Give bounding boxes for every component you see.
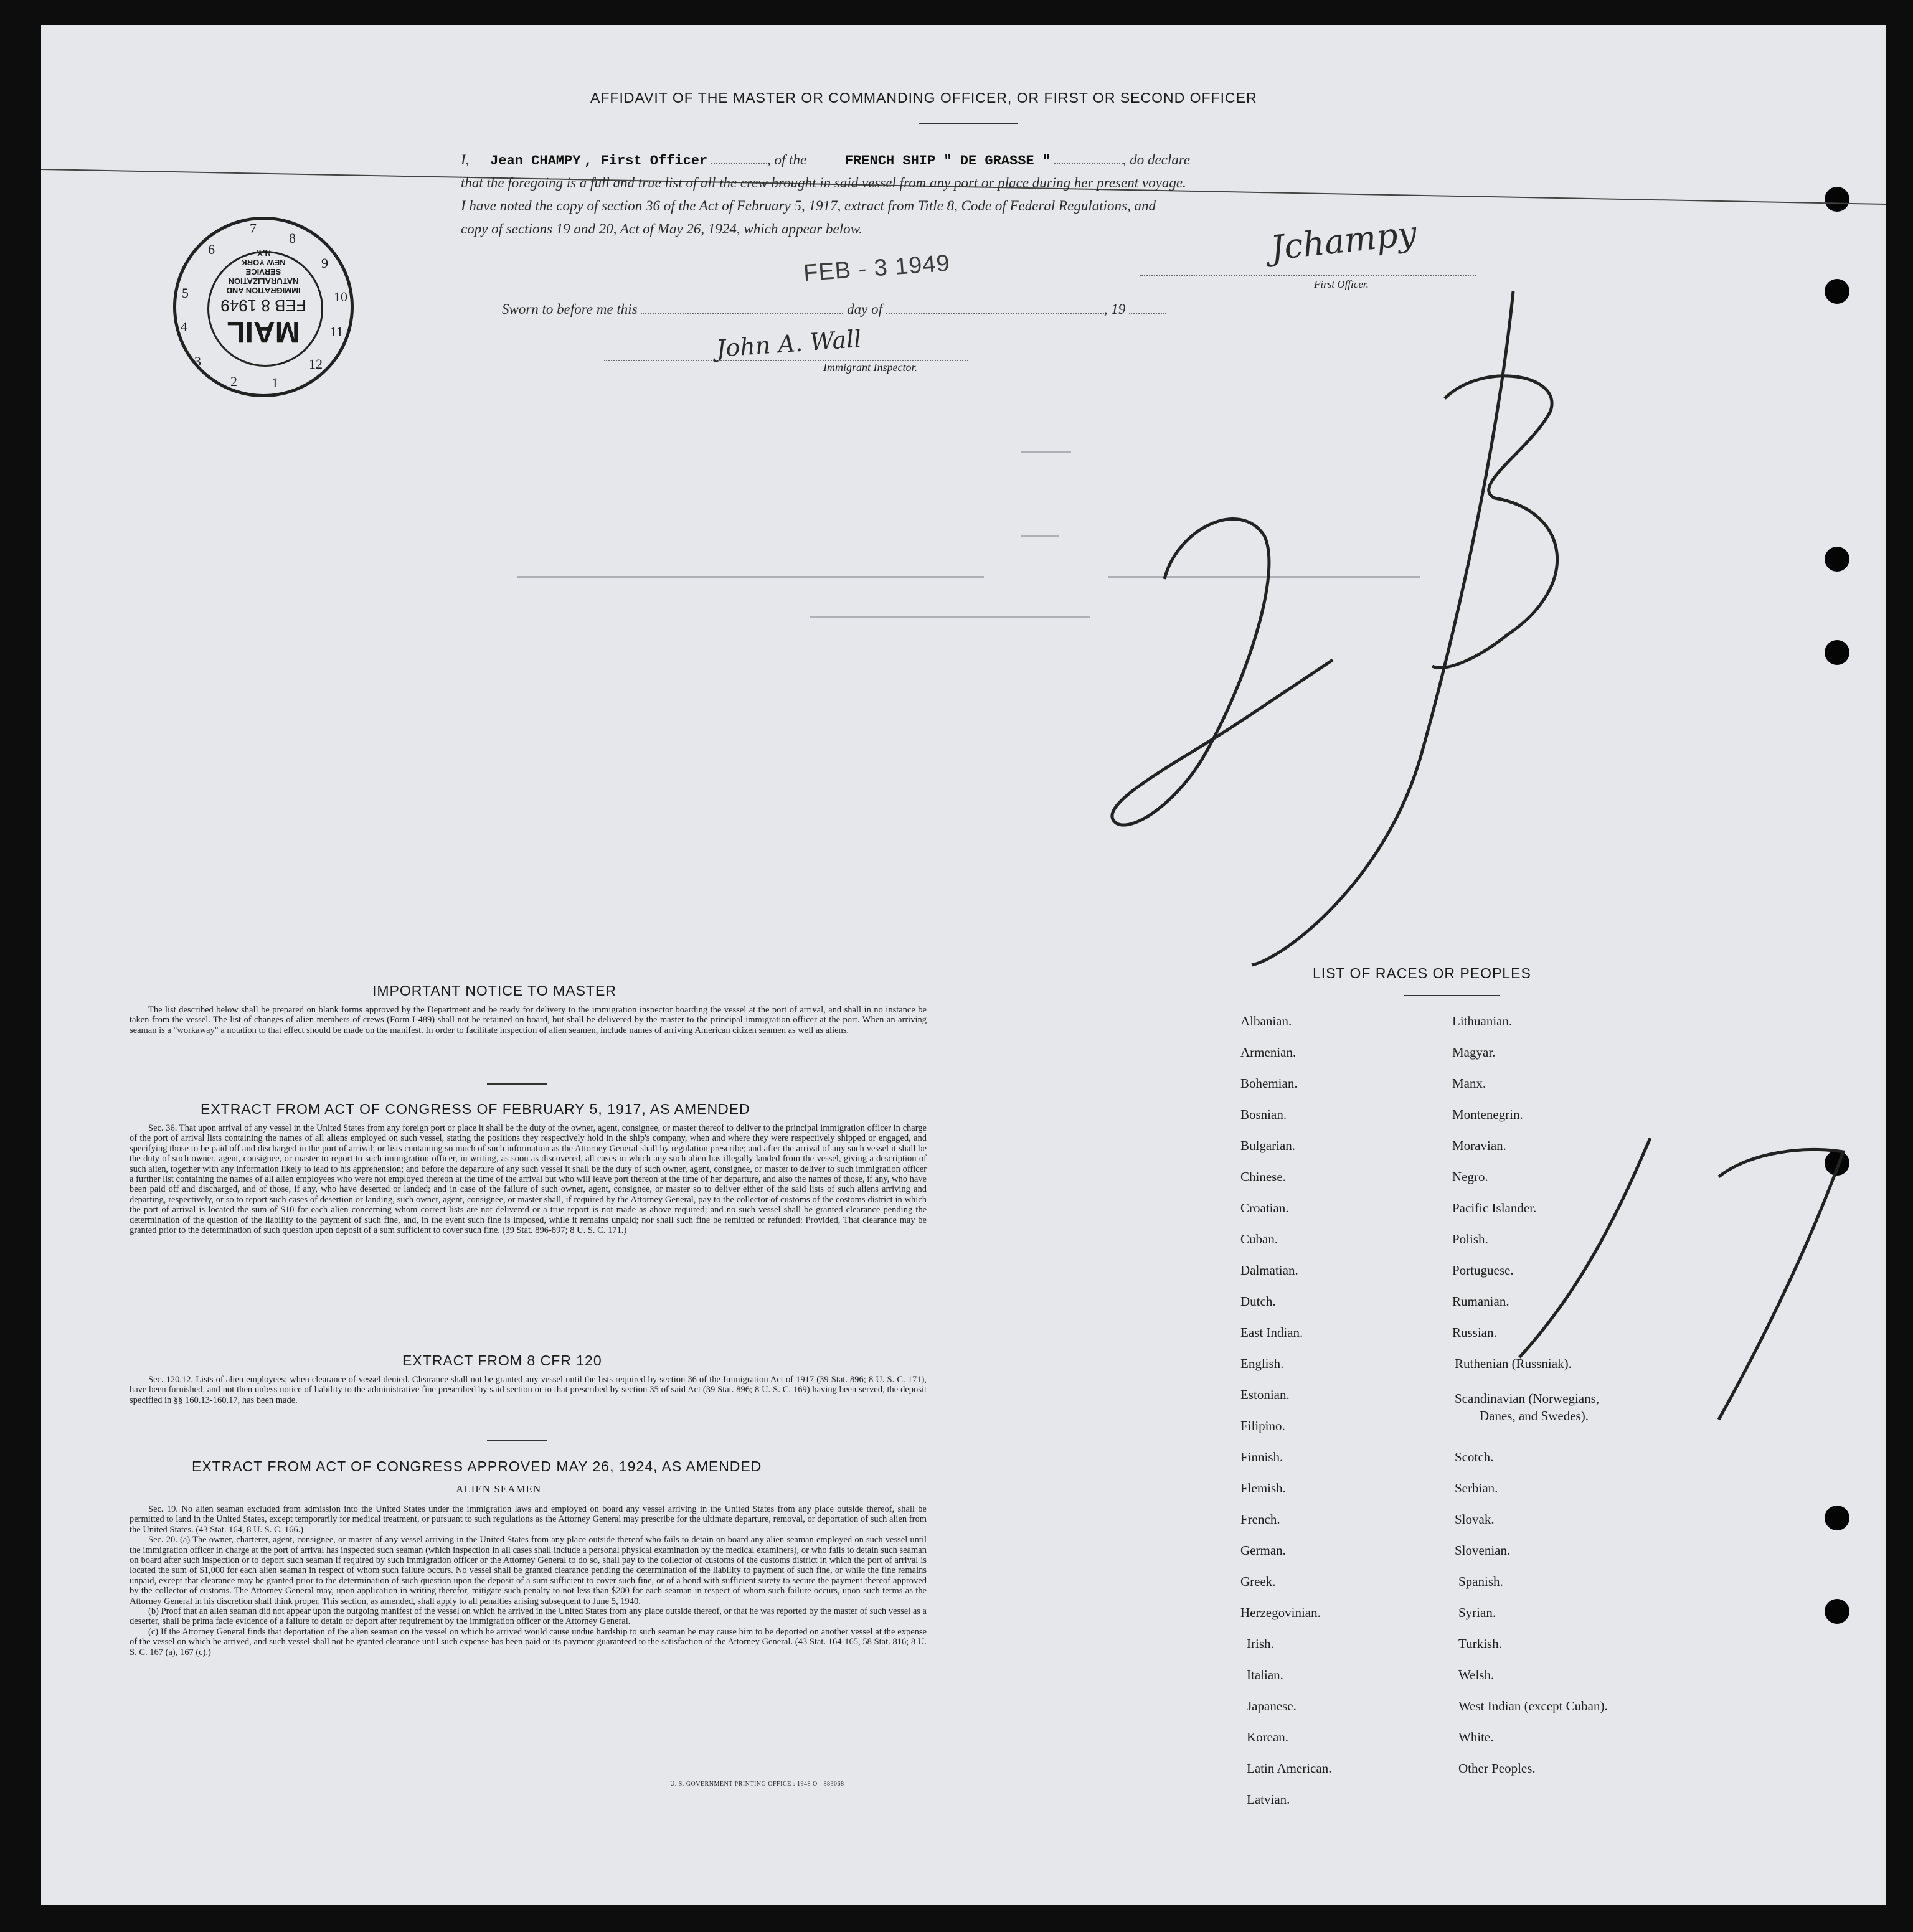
day-of-label: day of xyxy=(847,301,882,317)
race-item: Irish. xyxy=(1247,1636,1274,1651)
notice-text: The list described below shall be prepared on blank forms approved by the Department and be ready for delivery to the immigration inspector boarding the vessel at the port of arrival, and shall in no instance be taken from the vessel. The list of changes of alien members of crews (Form I-489) shall not be retained on board, but shall be delivered by the master to the principal immigration officer at the port. When an arriving seaman is a "workaway" a notation to that effect should be made on the manifest. In order to facilitate inspection of alien seamen, include names of arriving American citizen seamen as well as aliens. xyxy=(130,1005,927,1035)
fill-line xyxy=(641,313,843,314)
i-label: I, xyxy=(461,152,470,167)
race-item: West Indian (except Cuban). xyxy=(1458,1699,1608,1713)
stamp-dial-number: 10 xyxy=(334,289,347,304)
race-item: Portuguese. xyxy=(1452,1263,1514,1278)
race-item: Chinese. xyxy=(1240,1169,1286,1184)
extract-1924-title: EXTRACT FROM ACT OF CONGRESS APPROVED MAY 26, 1924, AS AMENDED xyxy=(192,1458,762,1474)
race-item: Polish. xyxy=(1452,1232,1488,1246)
race-item: Bohemian. xyxy=(1240,1076,1298,1091)
binder-hole xyxy=(1825,1506,1849,1530)
sworn-label: Sworn to before me this xyxy=(502,301,638,317)
notice-title: IMPORTANT NOTICE TO MASTER xyxy=(372,982,616,999)
race-item: White. xyxy=(1458,1730,1494,1745)
stamp-text: NATURALIZATION xyxy=(228,276,299,286)
stamp-text: N.Y. xyxy=(256,248,271,258)
inspector-signature: John A. Wall xyxy=(715,324,862,363)
binder-hole xyxy=(1825,279,1849,304)
stamp-dial-number: 1 xyxy=(272,375,278,390)
bleed-through xyxy=(1021,451,1071,453)
extract-1924-body xyxy=(130,1504,927,1657)
officer-rank: , First Officer xyxy=(584,153,708,169)
divider xyxy=(487,1083,547,1085)
stamp-dial-number: 3 xyxy=(194,354,201,369)
stamp-dial-number: 4 xyxy=(181,319,187,334)
extract-1924-sec20a: Sec. 20. (a) The owner, charterer, agent, consignee, or master of any vessel arriving in the United States from any place outside thereof who fails to detain on board any alien seaman employed on such vessel until the immigration officer in charge at the port of arrival has inspected such seaman (which inspection in all cases shall include a personal physical examination by the medical examiners), or who fails to detain such seaman on board after such inspection or to deport such seaman if required by such immigration officer or the Attorney General to do so, shall pay to the collector of customs of the customs district in which the port of arrival is located the sum of $1,000 for each alien seaman in respect of whom such failure occurs. No vessel shall be granted clearance pending the determination of the liability to payment of such fine, or while the fine remains unpaid, except that clearance may be granted prior to the determination of such question upon the deposit of a sum sufficient to cover such fine, or of a bond with sufficient surety to secure the payment thereof approved by the collector of customs. The Attorney General may, upon application in writing therefor, mitigate such penalty to not less than $200 for each seaman in respect of whom such failure occurs, upon such terms as the Attorney General in his discretion shall think proper. This section, as amended, shall apply to all penalties arising subsequent to June 5, 1940. xyxy=(130,1535,927,1606)
race-item: Spanish. xyxy=(1458,1574,1503,1589)
race-item: Welsh. xyxy=(1458,1667,1495,1682)
race-item: Italian. xyxy=(1247,1667,1283,1682)
divider xyxy=(1404,995,1500,996)
race-item: Danes, and Swedes). xyxy=(1480,1408,1589,1423)
race-item: Syrian. xyxy=(1458,1605,1496,1620)
race-item: Korean. xyxy=(1247,1730,1289,1745)
race-item: Albanian. xyxy=(1240,1014,1292,1029)
race-item: Negro. xyxy=(1452,1169,1488,1184)
race-item: Dalmatian. xyxy=(1240,1263,1298,1278)
race-item: Manx. xyxy=(1452,1076,1486,1091)
of-the-label: , of the xyxy=(767,152,807,167)
binder-hole xyxy=(1825,640,1849,665)
race-item: East Indian. xyxy=(1240,1325,1303,1340)
handwritten-fraction-top xyxy=(1096,286,1607,971)
stamp-dial-number: 5 xyxy=(182,285,189,301)
extract-1924-sec19: Sec. 19. No alien seaman excluded from admission into the United States under the immigration laws and employed on board any vessel arriving in the United States from any place outside thereof, shall be permitted to land in the United States, except temporarily for medical treatment, or pursuant to such regulations as the Attorney General may prescribe for the ultimate departure, removal, or deportation of such alien from the United States. (43 Stat. 164, 8 U. S. C. 166.) xyxy=(130,1504,927,1535)
race-item: Latin American. xyxy=(1247,1761,1332,1776)
race-item: Serbian. xyxy=(1455,1481,1498,1496)
race-item: English. xyxy=(1240,1356,1284,1371)
race-item: Bulgarian. xyxy=(1240,1138,1296,1153)
stamp-dial-number: 11 xyxy=(330,324,344,339)
vessel-name: FRENCH SHIP " DE GRASSE " xyxy=(844,153,1051,169)
race-item: Moravian. xyxy=(1452,1138,1506,1153)
race-item: Slovak. xyxy=(1455,1512,1495,1527)
mail-stamp xyxy=(173,217,354,397)
race-item: French. xyxy=(1240,1512,1280,1527)
extract-1924-sec20c: (c) If the Attorney General finds that deportation of the alien seaman on the vessel on which he arrived would cause undue hardship to such seaman he may cause him to be deported on another vessel at the expense of the vessel on which he arrived, and such vessel shall not be granted clearance until such expense has been paid or its payment guaranteed to the satisfaction of the Attorney General. (43 Stat. 164-165, 58 Stat. 816; 8 U. S. C. 167 (a), 167 (c).) xyxy=(130,1626,927,1657)
race-item: Estonian. xyxy=(1240,1387,1290,1402)
affidavit-title: AFFIDAVIT OF THE MASTER OR COMMANDING OFFICER, OR FIRST OR SECOND OFFICER xyxy=(590,90,1257,106)
race-item: Pacific Islander. xyxy=(1452,1200,1537,1215)
extract-1924-subtitle: ALIEN SEAMEN xyxy=(456,1483,542,1495)
stamp-text: NEW YORK xyxy=(241,258,286,267)
race-item: Croatian. xyxy=(1240,1200,1289,1215)
divider xyxy=(919,123,1018,124)
stamp-dial-number: 2 xyxy=(230,374,237,389)
race-item: Greek. xyxy=(1240,1574,1276,1589)
race-item: Rumanian. xyxy=(1452,1294,1509,1309)
extract-cfr-text: Sec. 120.12. Lists of alien employees; when clearance of vessel denied. Clearance shall not be granted any vessel until the lists required by section 36 of the Immigration Act of 1917 (39 Stat. 896; 8 U. S. C. 171), have been furnished, and not then unless notice of liability to the administrative fine prescribed by said section or to that prescribed by section 35 of said Act (39 Stat. 896; 8 U. S. C. 169) having been served, the deposit specified in §§ 160.13-160.17, has been made. xyxy=(130,1375,927,1405)
race-item: Russian. xyxy=(1452,1325,1497,1340)
race-item: Scotch. xyxy=(1455,1449,1494,1464)
officer-signature: Jchampy xyxy=(1268,213,1419,268)
affidavit-line-3: I have noted the copy of section 36 of the Act of February 5, 1917, extract from Title 8, Code of Federal Regulations, and xyxy=(461,198,1156,214)
race-item: Japanese. xyxy=(1247,1699,1297,1713)
extract-cfr-title: EXTRACT FROM 8 CFR 120 xyxy=(402,1352,602,1369)
race-item: Magyar. xyxy=(1452,1045,1496,1060)
bleed-through xyxy=(1021,535,1059,537)
affidavit-line-2: that the foregoing is a full and true list of all the crew brought in said vessel from any port or place during her present voyage. xyxy=(461,175,1186,191)
race-item: Flemish. xyxy=(1240,1481,1286,1496)
fill-line xyxy=(1054,163,1123,164)
year-label: , 19 xyxy=(1103,301,1126,317)
binder-hole xyxy=(1825,1599,1849,1624)
race-item: Herzegovinian. xyxy=(1240,1605,1321,1620)
officer-name: Jean CHAMPY xyxy=(490,153,581,169)
stamp-date: FEB 8 1949 xyxy=(220,296,306,315)
affidavit-line-4: copy of sections 19 and 20, Act of May 26, 1924, which appear below. xyxy=(461,221,862,237)
race-item: Montenegrin. xyxy=(1452,1107,1523,1122)
race-item: Ruthenian (Russniak). xyxy=(1455,1356,1572,1371)
races-title: LIST OF RACES OR PEOPLES xyxy=(1313,965,1531,981)
extract-1917-title: EXTRACT FROM ACT OF CONGRESS OF FEBRUARY 5, 1917, AS AMENDED xyxy=(201,1101,750,1117)
binder-hole xyxy=(1825,547,1849,572)
stamp-dial-number: 9 xyxy=(321,255,328,271)
extract-1917-body xyxy=(130,1123,927,1235)
stamp-dial-number: 7 xyxy=(250,220,257,236)
race-item: Armenian. xyxy=(1240,1045,1297,1060)
race-item: German. xyxy=(1240,1543,1286,1558)
bleed-through xyxy=(810,616,1090,618)
race-item: Dutch. xyxy=(1240,1294,1276,1309)
fill-line xyxy=(886,313,1104,314)
race-item: Turkish. xyxy=(1458,1636,1502,1651)
do-declare-label: , do declare xyxy=(1122,152,1191,167)
extract-cfr-body xyxy=(130,1375,927,1405)
race-item: Finnish. xyxy=(1240,1449,1283,1464)
notice-body xyxy=(130,1005,927,1035)
stamp-mail: MAIL xyxy=(227,315,300,348)
race-item: Filipino. xyxy=(1240,1418,1285,1433)
extract-1917-text: Sec. 36. That upon arrival of any vessel in the United States from any foreign port or place it shall be the duty of the owner, agent, consignee, or master thereof to deliver to the principal immigration officer in charge of the port of arrival lists containing the names of all aliens employed on such vessel, stating the positions they respectively hold in the ship's company, when and where they were respectively shipped or engaged, and specifying those to be paid off and discharged in the port of arrival; or lists containing so much of such information as the Attorney General shall by regulation prescribe; and after the arrival of any such vessel it shall be the duty of such owner, agent, consignee, or master to report to such immigration officer, in writing, as soon as discovered, all cases in which any such alien has illegally landed from the vessel, giving a description of such alien, together with any information likely to lead to his apprehension; and before the departure of any such vessel it shall be the duty of such owner, agent, consignee, or master to deliver to such immigration officer a further list containing the names of all alien employees who were not employed thereon at the time of the arrival but who will leave port thereon at the time of her departure, and also the names of those, if any, who have been paid off and discharged, and of those, if any, who have deserted or landed; and in case of the failure of such owner, agent, consignee, or master so to deliver either of the said lists of such aliens arriving and departing, respectively, or so to report such cases of desertion or landing, such owner, agent, consignee, or master shall, if required by the Attorney General, pay to the collector of customs of the costoms district in which the port of arrival is located the sum of $10 for each alien concerning whom correct lists are not delivered or a true report is not made as above required; and no such vessel shall be granted clearance pending the determination of the question of the liability to the payment of such fine, and, in the event such fine is imposed, while it remains unpaid; nor shall such fine be remitted or refunded: Provided, That clearance may be granted prior to the determination of such question upon deposit of a sum sufficient to cover such fine. (39 Stat. 896-897; 8 U. S. C. 171.) xyxy=(130,1123,927,1236)
affidavit-line-1 xyxy=(461,152,1190,169)
race-item: Slovenian. xyxy=(1455,1543,1511,1558)
stamp-dial-number: 6 xyxy=(208,242,215,257)
race-item: Scandinavian (Norwegians, xyxy=(1455,1391,1600,1406)
printer-line: U. S. GOVERNMENT PRINTING OFFICE : 1948 O - 883068 xyxy=(670,1781,844,1788)
extract-1924-sec20b: (b) Proof that an alien seaman did not appear upon the outgoing manifest of the vessel on which he arrived in the United States from any place outside thereof, or that he was reported by the master of such vessel as a deserter, shall be prima facie evidence of a failure to detain or deport after requirement by the immigration officer or the Attorney General. xyxy=(130,1606,927,1627)
sworn-line xyxy=(502,301,1166,318)
stamp-dial-number: 12 xyxy=(309,356,323,372)
race-item: Cuban. xyxy=(1240,1232,1278,1246)
race-item: Other Peoples. xyxy=(1458,1761,1536,1776)
fill-line xyxy=(711,163,767,164)
inspector-caption: Immigrant Inspector. xyxy=(823,361,917,374)
stamp-text: SERVICE xyxy=(245,267,281,276)
race-item: Lithuanian. xyxy=(1452,1014,1513,1029)
race-item: Bosnian. xyxy=(1240,1107,1287,1122)
stamp-dial-number: 8 xyxy=(289,230,296,246)
date-stamp: FEB - 3 1949 xyxy=(802,250,952,287)
bleed-through xyxy=(517,576,984,578)
stamp-text: IMMIGRATION AND xyxy=(226,286,301,295)
signature-line xyxy=(1140,275,1476,276)
officer-caption: First Officer. xyxy=(1314,278,1369,290)
race-item: Latvian. xyxy=(1247,1792,1290,1807)
divider xyxy=(487,1440,547,1441)
